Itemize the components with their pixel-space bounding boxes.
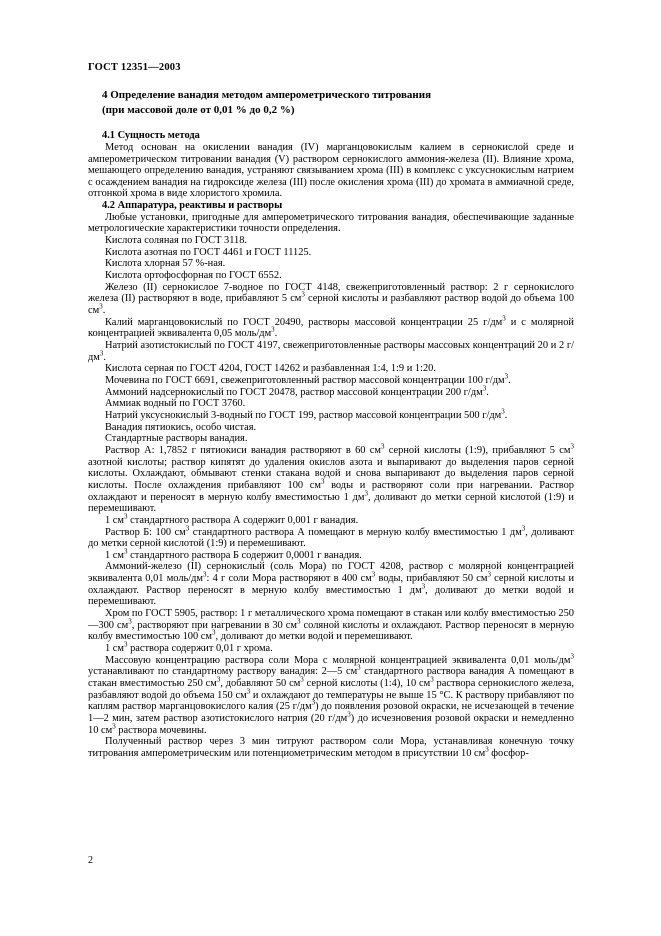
mohr-part-3: воды, прибавляют 50 см <box>375 573 488 585</box>
reagent-aqueous-ammonia: Аммиак водный по ГОСТ 3760. <box>105 398 246 410</box>
superscript-cube: 3 <box>246 687 251 696</box>
paragraph-method-essence: Метод основан на окислении ванадия (IV) марганцовокислым калием в сернокислой среде и амперометрическом титровании ванадия (V) раствором сернокислого аммония-железа (II). Влияние хрома, мешающего определению ванадия, устраняют связыванием хрома (III) в комплекс с уксуснокислым натрием с осаждением ванадия на гидроксиде железа (III) после окисления хрома (III) до хромата в аммиачной среде, отгонкой хрома в виде хлористого хромила. <box>88 141 574 200</box>
reagent-sodium-nitrite-part-1: Натрий азотистокислый по ГОСТ 4197, свежеприготовленные растворы массовых концентраций 20 и 2 г/дм <box>88 340 574 363</box>
superscript-cube: 3 <box>487 570 491 579</box>
reagent-perchloric-acid: Кислота хлорная 57 %-ная. <box>105 258 226 270</box>
subclause-4-1-heading: 4.1 Сущность метода <box>102 130 200 142</box>
superscript-cube: 3 <box>301 290 305 299</box>
solution-a-conc-part-2: стандартного раствора А содержит 0,001 г ванадия. <box>127 514 359 526</box>
superscript-cube: 3 <box>271 325 275 334</box>
superscript-cube: 3 <box>128 617 132 626</box>
chrome-conc-part-1: 1 см <box>105 643 124 655</box>
superscript-cube: 3 <box>123 640 128 649</box>
titr-part-7: и охлаждают до температуры не выше 15 °С. К раствору прибавляют по каплям раствор марганцовокислого калия (25 г/дм <box>88 689 574 713</box>
superscript-cube: 3 <box>320 477 325 486</box>
reagent-urea <box>88 372 574 387</box>
superscript-cube: 3 <box>347 710 351 719</box>
superscript-cube: 3 <box>485 745 489 754</box>
chrome-part-4: , доливают до метки водой и перемешивают. <box>215 631 413 643</box>
reagent-ammonium-persulfate <box>88 384 574 399</box>
reagent-potassium-permanganate <box>88 314 574 340</box>
reagent-phosphoric-acid: Кислота ортофосфорная по ГОСТ 6552. <box>105 270 282 282</box>
reagent-mohr-salt <box>88 561 574 608</box>
superscript-cube: 3 <box>112 722 116 731</box>
titr-part-9: ) до исчезновения розовой окраски и немедленно 10 см <box>88 713 574 736</box>
titr-part-3: стандартного раствора ванадия А помещают в стакан вместимостью 250 см <box>88 666 574 690</box>
solution-a-conc-part-1: 1 см <box>105 514 124 526</box>
solution-a-part-2: серной кислоты (1:9), прибавляют 5 см <box>384 444 571 456</box>
superscript-cube: 3 <box>504 372 509 381</box>
reagent-iron-sulfate <box>88 282 574 317</box>
titr-part-2: устанавливают по стандартному раствору ванадия: 2—5 см <box>88 666 358 678</box>
superscript-cube: 3 <box>430 675 434 684</box>
paragraph-apparatus: Любые установки, пригодные для амперометрического титрования ванадия, обеспечивающие заданные метрологические характеристики точности определения. <box>88 211 574 235</box>
reagent-sodium-nitrite <box>88 340 574 363</box>
reagent-permanganate-part-2: и с молярной концентрацией эквивалента 0,05 моль/дм <box>88 316 574 340</box>
titr-part-4: , добавляют 50 см <box>220 678 301 690</box>
standard-solutions-heading: Стандартные растворы ванадия. <box>105 433 248 445</box>
solution-a-part-4: воды и растворяют соли при нагревании. Раствор охлаждают и переносят в мерную колбу вместимостью 1 дм <box>88 479 574 503</box>
superscript-cube: 3 <box>364 489 368 498</box>
mohr-part-1: Аммоний-железо (II) сернокислый (соль Мора) по ГОСТ 4208, раствор с молярной концентрацией эквивалента 0,01 моль/дм <box>88 561 574 585</box>
superscript-cube: 3 <box>185 524 190 533</box>
titr-part-5: серной кислоты (1:4), 10 см <box>303 678 431 690</box>
clause-4-title <box>102 88 574 117</box>
reagent-sulfuric-acid: Кислота серная по ГОСТ 4204, ГОСТ 14262 и разбавленная 1:4, 1:9 и 1:20. <box>105 363 436 375</box>
solution-b-part-1: Раствор Б: 100 см <box>105 526 186 538</box>
titr-part-8: ) до появления розовой окраски, не исчезающей в течение 1—2 мин, затем раствор азотистокислого натрия (20 г/дм <box>88 701 575 724</box>
superscript-cube: 3 <box>216 675 221 684</box>
solution-a-part-1: Раствор А: 1,7852 г пятиокиси ванадия растворяют в 60 см <box>105 444 381 456</box>
superscript-cube: 3 <box>212 628 216 637</box>
final-part-2: фосфор- <box>488 747 529 759</box>
reagent-sodium-acetate-part-2: . <box>504 409 508 421</box>
superscript-cube: 3 <box>311 698 316 707</box>
reagent-sodium-acetate-part-1: Натрий уксуснокислый 3-водный по ГОСТ 199, раствор массовой концентрации 500 г/дм <box>105 409 502 421</box>
superscript-cube: 3 <box>502 314 506 323</box>
paragraph-final-titration <box>88 736 574 759</box>
chrome-conc-part-2: раствора содержит 0,01 г хрома. <box>127 643 273 655</box>
solution-b-part-2: стандартного раствора А помещают в мерную колбу вместимостью 1 дм <box>189 526 522 538</box>
solution-b-conc-part-2: стандартного раствора Б содержит 0,0001 г ванадия. <box>127 549 362 561</box>
titr-part-10: раствора мочевины. <box>115 724 207 736</box>
superscript-cube: 3 <box>381 442 385 451</box>
superscript-cube: 3 <box>501 407 505 416</box>
running-head: ГОСТ 12351—2003 <box>88 62 181 73</box>
solution-b-conc-part-1: 1 см <box>105 549 124 561</box>
solution-b-part-3: , доливают до метки серной кислотой (1:9) и перемешивают. <box>88 526 574 550</box>
reagent-persulfate-part-2: . <box>486 386 489 398</box>
reagent-permanganate-part-1: Калий марганцовокислый по ГОСТ 20490, растворы массовой концентрации 25 г/дм <box>105 316 503 328</box>
superscript-cube: 3 <box>300 675 304 684</box>
paragraph-mohr-standardization <box>88 652 575 737</box>
reagent-permanganate-part-3: . <box>274 328 278 340</box>
titr-part-6: раствора сернокислого железа, разбавляют водой до объема 150 см <box>88 678 574 701</box>
reagent-iron-sulfate-part-3: . <box>102 305 106 317</box>
superscript-cube: 3 <box>123 512 128 521</box>
reagent-iron-sulfate-part-1: Железо (II) сернокислое 7-водное по ГОСТ 4148, свежеприготовленный раствор: 2 г сернокислого железа (II) растворяют в воде, прибавляют 5 см <box>88 281 574 305</box>
superscript-cube: 3 <box>521 524 526 533</box>
reagent-sodium-acetate <box>88 407 574 422</box>
subclause-4-2-heading: 4.2 Аппаратура, реактивы и растворы <box>102 200 283 212</box>
mohr-part-4: серной кислоты и охлаждают. Раствор переносят в мерную колбу вместимостью 1 дм <box>88 573 575 596</box>
superscript-cube: 3 <box>482 384 487 393</box>
reagent-hydrochloric-acid: Кислота соляная по ГОСТ 3118. <box>105 235 248 247</box>
solution-a-part-3: азотной кислоты; раствор кипятят до удаления окислов азота и выпаривают до выделения паров серной кислоты. Охлаждают, обмывают стенки стакана водой и снова выпаривают до выделения паров серной кислоты. После охлаждения прибавляют 100 см <box>88 456 574 491</box>
final-part-1: Полученный раствор через 3 мин титруют раствором соли Мора, устанавливая конечную точку титрования амперометрическим или потенциометрическим методом в присутствии 10 см <box>88 736 574 759</box>
chrome-part-2: , растворяют при нагревании в 30 см <box>131 619 297 631</box>
titr-part-1: Массовую концентрацию раствора соли Мора с молярной концентрацией эквивалента 0,01 моль/дм <box>105 654 571 666</box>
superscript-cube: 3 <box>203 570 207 579</box>
solution-a-preparation <box>88 442 574 515</box>
solution-b-concentration <box>88 547 574 562</box>
chrome-part-1: Хром по ГОСТ 5905, раствор: 1 г металлического хрома помещают в стакан или колбу вместимостью 250—300 см <box>88 608 574 631</box>
reagent-iron-sulfate-part-2: серной кислоты и разбавляют раствор водой до объема 100 см <box>88 293 574 317</box>
page-content <box>88 88 574 760</box>
superscript-cube: 3 <box>123 547 128 556</box>
reagent-chromium <box>88 608 574 643</box>
reagent-urea-part-1: Мочевина по ГОСТ 6691, свежеприготовленный раствор массовой концентрации 100 г/дм <box>105 374 505 386</box>
superscript-cube: 3 <box>371 570 376 579</box>
clause-title-line-2: (при массовой доле от 0,01 % до 0,2 %) <box>102 103 295 116</box>
mohr-part-5: , доливают до метки водой и перемешивают. <box>88 584 574 608</box>
superscript-cube: 3 <box>99 302 103 311</box>
superscript-cube: 3 <box>357 663 361 672</box>
superscript-cube: 3 <box>570 652 574 661</box>
solution-a-part-5: , доливают до метки серной кислотой (1:9) и перемешивают. <box>88 491 574 515</box>
page-number: 2 <box>88 855 93 866</box>
solution-a-concentration <box>88 512 574 527</box>
reagent-urea-part-2: . <box>508 374 511 386</box>
clause-title-line-1: 4 Определение ванадия методом амперометрического титрования <box>102 89 432 101</box>
superscript-cube: 3 <box>296 617 301 626</box>
superscript-cube: 3 <box>421 582 426 591</box>
title-spacer <box>88 117 574 130</box>
superscript-cube: 3 <box>99 349 104 358</box>
superscript-cube: 3 <box>570 442 574 451</box>
reagent-persulfate-part-1: Аммоний надсернокислый по ГОСТ 20478, раствор массовой концентрации 200 г/дм <box>105 386 483 398</box>
solution-b-preparation <box>88 524 574 550</box>
reagent-nitric-acid: Кислота азотная по ГОСТ 4461 и ГОСТ 11125. <box>105 246 312 258</box>
reagent-sodium-nitrite-part-2: . <box>103 351 106 363</box>
chromium-concentration <box>88 640 574 655</box>
chrome-part-3: соляной кислоты и охлаждают. Раствор переносят в мерную колбу вместимостью 100 см <box>88 619 574 643</box>
reagent-vanadium-pentoxide: Ванадия пятиокись, особо чистая. <box>105 421 257 433</box>
mohr-part-2: : 4 г соли Мора растворяют в 400 см <box>206 573 372 585</box>
